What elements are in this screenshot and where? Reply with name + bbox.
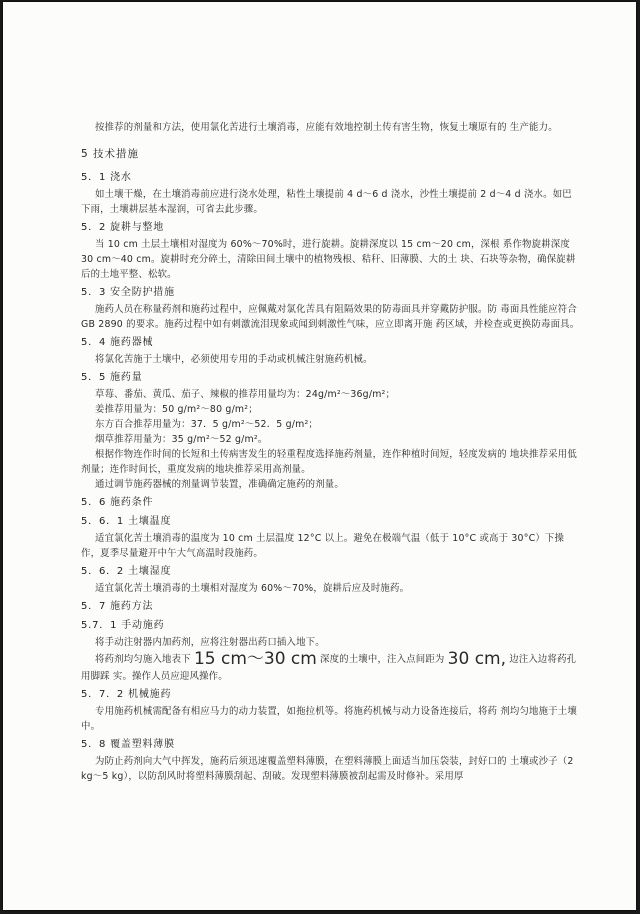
section-5-7-2-text: 专用施药机械需配备有相应马力的动力装置，如拖拉机等。将施药机械与动力设备连接后，将药 剂均匀地施于土壤中。 <box>81 706 577 732</box>
dosage-guidance: 根据作物连作时间的长短和土传病害发生的轻重程度选择施药剂量，连作种植时间短，轻度发病的 地块推荐采用低剂量；连作时间长，重度发病的地块推荐采用高剂量。 <box>81 449 577 475</box>
document-body <box>81 120 581 785</box>
dosage-line-3: 东方百合推荐用量为：37．5 g/m²～52．5 g/m²； <box>95 419 318 430</box>
section-5-2-text: 当 10 cm 土层土壤相对湿度为 60%～70%时，进行旋耕。旋耕深度以 15 cm～20 cm，深根 系作物旋耕深度 30 cm～40 cm。旋耕时充分碎土，清除田间土壤中的植物残根、秸秆、旧薄膜、大的土 块、石块等杂物，确保旋耕后的土地平整、松软。 <box>81 239 576 280</box>
section-5-4-heading: 5．4 施药器械 <box>81 337 154 348</box>
dosage-line-4: 烟草推荐用量为：35 g/m²～52 g/m²。 <box>95 434 268 445</box>
section-5-8-text: 为防止药剂向大气中挥发，施药后须迅速覆盖塑料薄膜，在塑料薄膜上面适当加压袋装，封好口的 土壤或沙子（2 kg～5 kg），以防刮风时将塑料薄膜刮起、刮破。发现塑料薄膜被刮起需及时修补。采用厚 <box>81 756 574 782</box>
section-5-7-1-text-a: 将手动注射器内加药剂，应将注射器出药口插入地下。 <box>95 637 325 648</box>
text-run: 边注入边将药孔用脚踩 实。操作人员应迎风操作。 <box>81 654 577 682</box>
dosage-line-1: 草莓、番茄、黄瓜、茄子、辣椒的推荐用量均为：24g/m²～36g/m²； <box>95 389 396 400</box>
depth-range: 15 cm～30 cm <box>193 649 317 669</box>
section-5-2-heading: 5．2 旋耕与整地 <box>81 222 165 233</box>
section-5-1-text: 如土壤干燥，在土壤消毒前应进行浇水处理，粘性土壤提前 4 d～6 d 浇水，沙性土壤提前 2 d～4 d 浇水。如巴下雨，土壤耕层基本湿润，可省去此步骤。 <box>81 189 572 215</box>
section-5-heading: 5 技术措施 <box>81 148 140 160</box>
section-5-7-1-text-b <box>81 650 581 684</box>
section-5-5-heading: 5．5 施药量 <box>81 372 143 383</box>
spacing-value: 30 cm, <box>447 649 507 669</box>
section-5-6-2-text: 适宜氯化苦土壤消毒的土壤相对湿度为 60%～70%，旋耕后应及时施药。 <box>95 583 410 594</box>
document-page <box>3 2 636 910</box>
dosage-line-2: 姜推荐用量为：50 g/m²～80 g/m²； <box>95 404 258 415</box>
section-5-7-1-heading: 5.7．1 手动施药 <box>81 620 165 631</box>
text-run: 深度的土壤中，注入点间距为 <box>316 654 448 665</box>
text-run: 将药剂均匀施入地表下 <box>95 654 194 665</box>
section-5-3-heading: 5．3 安全防护措施 <box>81 287 175 298</box>
section-5-6-1-heading: 5．6．1 土壤温度 <box>81 516 172 527</box>
section-5-7-2-heading: 5．7．2 机械施药 <box>81 689 172 700</box>
section-5-8-heading: 5．8 覆盖塑料薄膜 <box>81 739 175 750</box>
section-5-6-heading: 5．6 施药条件 <box>81 497 154 508</box>
section-5-3-text: 施药人员在称量药剂和施药过程中，应佩戴对氯化苦具有阻隔效果的防毒面具并穿戴防护服。防 毒面具性能应符合 GB 2890 的要求。施药过程中如有刺激流泪现象或闻到刺激性气味，应立即离开施 药区域，并检查或更换防毒面具。 <box>81 304 580 330</box>
section-5-7-heading: 5．7 施药方法 <box>81 601 154 612</box>
intro-paragraph: 按推荐的剂量和方法，使用氯化苦进行土壤消毒，应能有效地控制土传有害生物，恢复土壤原有的 生产能力。 <box>95 122 558 133</box>
dosage-adjustment: 通过调节施药器械的剂量调节装置，准确确定施药的剂量。 <box>95 479 344 490</box>
section-5-6-1-text: 适宜氯化苦土壤消毒的温度为 10 cm 土层温度 12°C 以上。避免在极端气温（低于 10°C 或高于 30°C）下操作，夏季尽量避开中午大气高温时段施药。 <box>81 533 565 559</box>
section-5-4-text: 将氯化苦施于土壤中，必须使用专用的手动或机械注射施药机械。 <box>95 354 373 365</box>
section-5-1-heading: 5．1 浇水 <box>81 172 132 183</box>
section-5-6-2-heading: 5．6．2 土壤湿度 <box>81 566 172 577</box>
